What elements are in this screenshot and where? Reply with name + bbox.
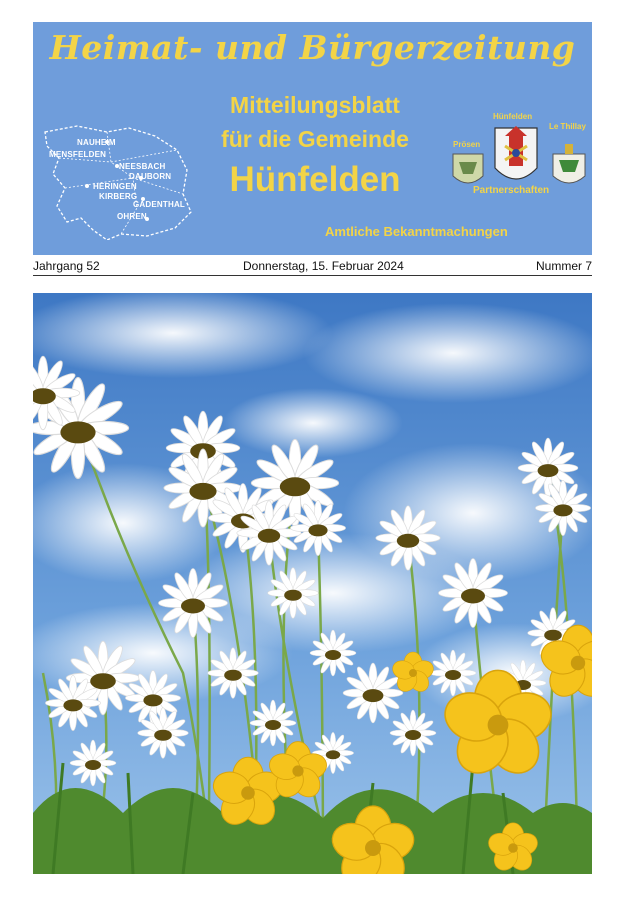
masthead-banner [33, 22, 592, 255]
place-ohren: OHREN [117, 212, 147, 221]
issue-number: Nummer 7 [535, 259, 592, 273]
place-gadenthal: GADENTHAL [133, 200, 186, 209]
newspaper-title: Heimat- und Bürgerzeitung [49, 28, 576, 67]
place-nauheim: NAUHEIM [77, 138, 116, 147]
place-kirberg: KIRBERG [99, 192, 138, 201]
cover-photo [33, 293, 592, 874]
place-heringen: HERINGEN [93, 182, 137, 191]
municipality-map [37, 122, 197, 240]
subtitle-line-2: für die Gemeinde [221, 126, 409, 152]
crest-label-right: Le Thillay [549, 122, 586, 131]
place-dauborn: DAUBORN [129, 172, 172, 181]
map-outline-icon [37, 122, 197, 240]
crest-label-center: Hünfelden [493, 112, 533, 121]
partnerships-caption: Partnerschaften [473, 185, 550, 196]
place-neesbach: NEESBACH [119, 162, 166, 171]
town-name: Hünfelden [229, 160, 401, 199]
subtitle-line-1: Mitteilungsblatt [230, 92, 400, 118]
volume-label: Jahrgang 52 [33, 259, 100, 273]
daisy-field-photo-icon [33, 293, 592, 874]
issue-date: Donnerstag, 15. Februar 2024 [243, 259, 404, 273]
official-notices-label: Amtliche Bekanntmachungen [325, 224, 508, 239]
crest-label-left: Prösen [453, 140, 481, 149]
issue-info-bar [33, 259, 592, 276]
place-mensfelden: MENSFELDEN [49, 150, 107, 159]
